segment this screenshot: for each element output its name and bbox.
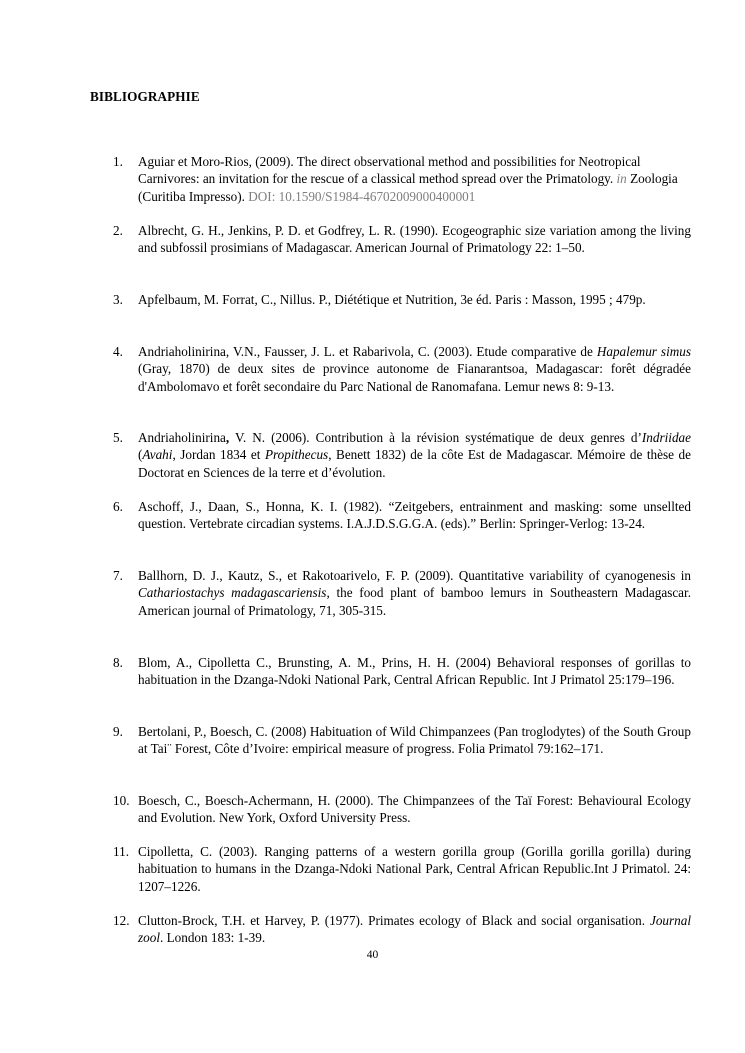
reference-number: 10. (113, 793, 130, 808)
reference-text: Clutton-Brock, T.H. et Harvey, P. (1977). Primates ecology of Black and social organisation. Journal zool. London 183: 1-39. (138, 913, 691, 946)
reference-number: 2. (113, 223, 123, 238)
page-number: 40 (366, 949, 379, 961)
reference-text: Boesch, C., Boesch-Achermann, H. (2000). The Chimpanzees of the Taï Forest: Behavioural Ecology and Evolution. New York, Oxford University Press. (138, 793, 691, 826)
reference-text: Ballhorn, D. J., Kautz, S., et Rakotoarivelo, F. P. (2009). Quantitative variability of cyanogenesis in Cathariostachys madagascariensis, the food plant of bamboo lemurs in Southeastern Madagascar. American journal of Primatology, 71, 305-315. (138, 568, 691, 618)
doi-link[interactable]: DOI: 10.1590/S1984-46702009000400001 (248, 188, 476, 204)
in-word: in (616, 171, 627, 187)
reference-number: 1. (113, 154, 123, 169)
reference-number: 4. (113, 344, 123, 359)
reference-entry-7 (113, 567, 691, 619)
reference-text: Andriaholinirina, V.N., Fausser, J. L. et Rabarivola, C. (2003). Etude comparative de Hapalemur simus (Gray, 1870) de deux sites de province autonome de Fianarantsoa, Madagascar: forêt dégradée d'Ambolomavo et forêt secondaire du Parc National de Ranomafana. Lemur news 8: 9-13. (138, 344, 691, 394)
reference-number: 9. (113, 724, 123, 739)
reference-entry-2 (113, 222, 691, 257)
reference-entry-5 (113, 429, 691, 481)
reference-entry-10 (113, 792, 691, 827)
reference-text: Blom, A., Cipolletta C., Brunsting, A. M., Prins, H. H. (2004) Behavioral responses of gorillas to habituation in the Dzanga-Ndoki National Park, Central African Republic. Int J Primatol 25:179–196. (138, 655, 691, 688)
reference-entry-4 (113, 343, 691, 395)
reference-number: 8. (113, 655, 123, 670)
reference-number: 12. (113, 913, 130, 928)
reference-number: 7. (113, 568, 123, 583)
reference-text: Aguiar et Moro-Rios, (2009). The direct observational method and possibilities for Neotropical Carnivores: an invitation for the rescue of a classical method spread over the Primatology. in Zoologia (Curitiba Impresso). DOI: 10.1590/S1984-46702009000400001 (138, 154, 678, 204)
reference-entry-12 (113, 912, 691, 947)
reference-entry-11 (113, 843, 691, 895)
reference-text: Apfelbaum, M. Forrat, C., Nillus. P., Diététique et Nutrition, 3e éd. Paris : Masson, 1995 ; 479p. (138, 292, 646, 307)
reference-number: 6. (113, 499, 123, 514)
reference-entry-6 (113, 498, 691, 533)
reference-text: Cipolletta, C. (2003). Ranging patterns of a western gorilla group (Gorilla gorilla gorilla) during habituation to humans in the Dzanga-Ndoki National Park, Central African Republic.Int J Primatol. 24: 1207–1226. (138, 844, 691, 894)
reference-entry-9 (113, 723, 691, 758)
reference-text: Albrecht, G. H., Jenkins, P. D. et Godfrey, L. R. (1990). Ecogeographic size variation among the living and subfossil prosimians of Madagascar. American Journal of Primatology 22: 1–50. (138, 223, 691, 256)
reference-number: 3. (113, 292, 123, 307)
reference-text: Bertolani, P., Boesch, C. (2008) Habituation of Wild Chimpanzees (Pan troglodytes) of the South Group at Tai¨ Forest, Côte d’Ivoire: empirical measure of progress. Folia Primatol 79:162–171. (138, 724, 691, 757)
reference-number: 5. (113, 430, 123, 445)
reference-entry-8 (113, 654, 691, 689)
reference-number: 11. (113, 844, 129, 859)
reference-text: Aschoff, J., Daan, S., Honna, K. I. (1982). “Zeitgebers, entrainment and masking: some unsellted question. Vertebrate circadian systems. I.A.J.D.S.G.G.A. (eds).” Berlin: Springer-Verlog: 13-24. (138, 499, 691, 532)
reference-entry-3 (113, 291, 691, 308)
section-heading: BIBLIOGRAPHIE (90, 89, 200, 104)
reference-entry-1 (113, 153, 691, 205)
reference-text: Andriaholinirina, V. N. (2006). Contribution à la révision systématique de deux genres d’Indriidae (Avahi, Jordan 1834 et Propithecus, Benett 1832) de la côte Est de Madagascar. Mémoire de thèse de Doctorat en Sciences de la terre et d’évolution. (138, 430, 691, 480)
